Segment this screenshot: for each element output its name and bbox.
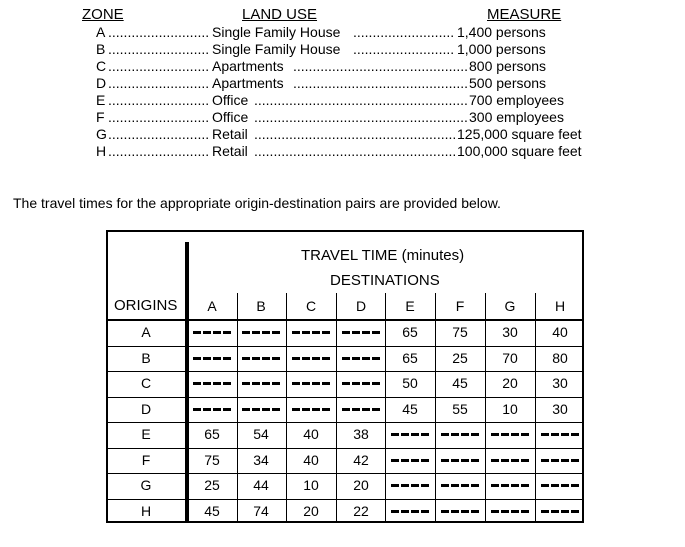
no-value-dash bbox=[441, 510, 479, 513]
travel-time-cell: 55 bbox=[452, 400, 468, 417]
travel-time-cell: 75 bbox=[452, 324, 468, 340]
no-value-dash bbox=[491, 510, 529, 513]
zone-letter: D bbox=[96, 75, 107, 91]
travel-time-cell: 25 bbox=[204, 477, 220, 493]
row-divider bbox=[107, 499, 583, 500]
land-use-label: Single Family House bbox=[212, 41, 341, 57]
land-use-header: LAND USE bbox=[242, 6, 318, 23]
origin-label: H bbox=[140, 502, 152, 519]
zone-letter: A bbox=[96, 24, 106, 40]
measure-value: 700 employees bbox=[469, 92, 564, 108]
no-value-dash bbox=[391, 459, 429, 462]
row-divider bbox=[107, 371, 583, 372]
no-value-dash bbox=[391, 510, 429, 513]
no-value-dash bbox=[242, 331, 280, 334]
measure-value: 1,000 persons bbox=[457, 41, 546, 57]
travel-time-cell: 30 bbox=[552, 375, 568, 391]
no-value-dash bbox=[242, 382, 280, 385]
land-use-row bbox=[0, 92, 685, 109]
column-divider bbox=[336, 293, 337, 521]
travel-time-cell: 10 bbox=[303, 477, 319, 493]
travel-time-cell: 50 bbox=[402, 375, 418, 391]
land-use-label: Office bbox=[212, 109, 249, 125]
origin-column-divider bbox=[185, 242, 189, 522]
measure-value: 1,400 persons bbox=[457, 24, 546, 40]
dot-leader bbox=[108, 41, 210, 58]
destination-column-header: B bbox=[256, 298, 266, 314]
measure-value: 100,000 square feet bbox=[457, 143, 582, 159]
land-use-label: Apartments bbox=[212, 75, 284, 91]
no-value-dash bbox=[242, 408, 280, 411]
destination-column-header: E bbox=[405, 298, 415, 314]
land-use-row bbox=[0, 24, 685, 41]
travel-time-cell: 40 bbox=[303, 426, 319, 442]
travel-time-cell: 25 bbox=[452, 349, 468, 366]
zone-letter: B bbox=[96, 41, 106, 57]
zone-letter: E bbox=[96, 92, 106, 108]
travel-time-cell: 74 bbox=[253, 502, 269, 519]
column-divider bbox=[237, 293, 238, 521]
dot-leader bbox=[108, 58, 210, 75]
no-value-dash bbox=[193, 331, 231, 334]
origin-label: F bbox=[141, 451, 151, 468]
measure-header: MEASURE bbox=[487, 6, 562, 23]
dot-leader bbox=[353, 41, 455, 58]
zone-header: ZONE bbox=[82, 6, 124, 23]
no-value-dash bbox=[342, 331, 380, 334]
travel-time-cell: 80 bbox=[552, 349, 568, 366]
row-divider bbox=[107, 346, 583, 347]
column-divider bbox=[385, 293, 386, 521]
destination-column-header: H bbox=[554, 298, 566, 314]
zone-letter: F bbox=[96, 109, 105, 125]
land-use-label: Retail bbox=[212, 143, 248, 159]
travel-time-cell: 44 bbox=[253, 477, 269, 493]
no-value-dash bbox=[193, 408, 231, 411]
destination-column-header: D bbox=[355, 298, 367, 314]
row-divider bbox=[107, 448, 583, 449]
origin-label: G bbox=[140, 477, 152, 493]
travel-time-cell: 38 bbox=[353, 426, 369, 442]
land-use-label: Single Family House bbox=[212, 24, 341, 40]
no-value-dash bbox=[292, 382, 330, 385]
origin-label: E bbox=[141, 426, 151, 442]
no-value-dash bbox=[342, 408, 380, 411]
destinations-label: DESTINATIONS bbox=[330, 272, 440, 289]
no-value-dash bbox=[541, 459, 579, 462]
travel-time-cell: 40 bbox=[303, 451, 319, 468]
no-value-dash bbox=[391, 484, 429, 487]
no-value-dash bbox=[541, 433, 579, 436]
land-use-label: Office bbox=[212, 92, 249, 108]
no-value-dash bbox=[491, 484, 529, 487]
origin-label: D bbox=[140, 400, 152, 417]
no-value-dash bbox=[193, 357, 231, 360]
no-value-dash bbox=[242, 357, 280, 360]
origin-label: C bbox=[140, 375, 152, 391]
no-value-dash bbox=[541, 484, 579, 487]
travel-time-cell: 45 bbox=[204, 502, 220, 519]
row-divider bbox=[107, 422, 583, 423]
row-divider bbox=[107, 397, 583, 398]
travel-time-sentence: The travel times for the appropriate origin-destination pairs are provided below. bbox=[13, 195, 501, 211]
no-value-dash bbox=[491, 433, 529, 436]
travel-time-cell: 30 bbox=[552, 400, 568, 417]
destination-column-header: F bbox=[455, 298, 465, 314]
no-value-dash bbox=[292, 408, 330, 411]
measure-value: 300 employees bbox=[469, 109, 564, 125]
origin-label: B bbox=[141, 349, 151, 366]
zone-letter: H bbox=[96, 143, 107, 159]
travel-time-cell: 34 bbox=[253, 451, 269, 468]
no-value-dash bbox=[541, 510, 579, 513]
column-divider bbox=[535, 293, 536, 521]
no-value-dash bbox=[292, 357, 330, 360]
no-value-dash bbox=[193, 382, 231, 385]
column-divider bbox=[435, 293, 436, 521]
dot-leader bbox=[108, 126, 210, 143]
no-value-dash bbox=[441, 484, 479, 487]
dot-leader bbox=[108, 143, 210, 160]
travel-time-cell: 40 bbox=[552, 324, 568, 340]
no-value-dash bbox=[391, 433, 429, 436]
dot-leader bbox=[254, 92, 467, 109]
origins-label: ORIGINS bbox=[114, 297, 178, 314]
travel-time-cell: 54 bbox=[253, 426, 269, 442]
dot-leader bbox=[108, 24, 210, 41]
travel-time-cell: 75 bbox=[204, 451, 220, 468]
travel-time-cell: 22 bbox=[353, 502, 369, 519]
travel-time-cell: 20 bbox=[303, 502, 319, 519]
land-use-row bbox=[0, 58, 685, 75]
column-divider bbox=[286, 293, 287, 521]
dot-leader bbox=[293, 75, 467, 92]
no-value-dash bbox=[342, 357, 380, 360]
land-use-row bbox=[0, 143, 685, 160]
zone-letter: C bbox=[96, 58, 107, 74]
origin-label: A bbox=[141, 324, 151, 340]
dot-leader bbox=[254, 109, 467, 126]
column-divider bbox=[485, 293, 486, 521]
measure-value: 500 persons bbox=[469, 75, 547, 91]
no-value-dash bbox=[292, 331, 330, 334]
measure-value: 800 persons bbox=[469, 58, 547, 74]
dot-leader bbox=[254, 126, 455, 143]
travel-time-cell: 65 bbox=[402, 349, 418, 366]
destination-column-header: G bbox=[504, 298, 516, 314]
travel-time-cell: 65 bbox=[402, 324, 418, 340]
dot-leader bbox=[108, 92, 210, 109]
travel-time-cell: 65 bbox=[204, 426, 220, 442]
land-use-label: Apartments bbox=[212, 58, 284, 74]
travel-time-cell: 20 bbox=[353, 477, 369, 493]
header-divider bbox=[107, 319, 583, 321]
dot-leader bbox=[254, 143, 455, 160]
travel-time-cell: 70 bbox=[502, 349, 518, 366]
row-divider bbox=[107, 473, 583, 474]
travel-time-cell: 45 bbox=[452, 375, 468, 391]
no-value-dash bbox=[441, 433, 479, 436]
dot-leader bbox=[108, 109, 210, 126]
land-use-row bbox=[0, 75, 685, 92]
no-value-dash bbox=[342, 382, 380, 385]
travel-time-cell: 20 bbox=[502, 375, 518, 391]
no-value-dash bbox=[441, 459, 479, 462]
no-value-dash bbox=[491, 459, 529, 462]
dot-leader bbox=[293, 58, 467, 75]
travel-time-cell: 30 bbox=[502, 324, 518, 340]
travel-time-cell: 42 bbox=[353, 451, 369, 468]
table-title: TRAVEL TIME (minutes) bbox=[301, 247, 465, 264]
dot-leader bbox=[353, 24, 455, 41]
land-use-row bbox=[0, 126, 685, 143]
destination-column-header: C bbox=[305, 298, 317, 314]
land-use-row bbox=[0, 109, 685, 126]
zone-letter: G bbox=[96, 126, 107, 142]
land-use-label: Retail bbox=[212, 126, 248, 142]
travel-time-cell: 10 bbox=[502, 400, 518, 417]
travel-time-cell: 45 bbox=[402, 400, 418, 417]
measure-value: 125,000 square feet bbox=[457, 126, 582, 142]
land-use-row bbox=[0, 41, 685, 58]
dot-leader bbox=[108, 75, 210, 92]
destination-column-header: A bbox=[207, 298, 217, 314]
